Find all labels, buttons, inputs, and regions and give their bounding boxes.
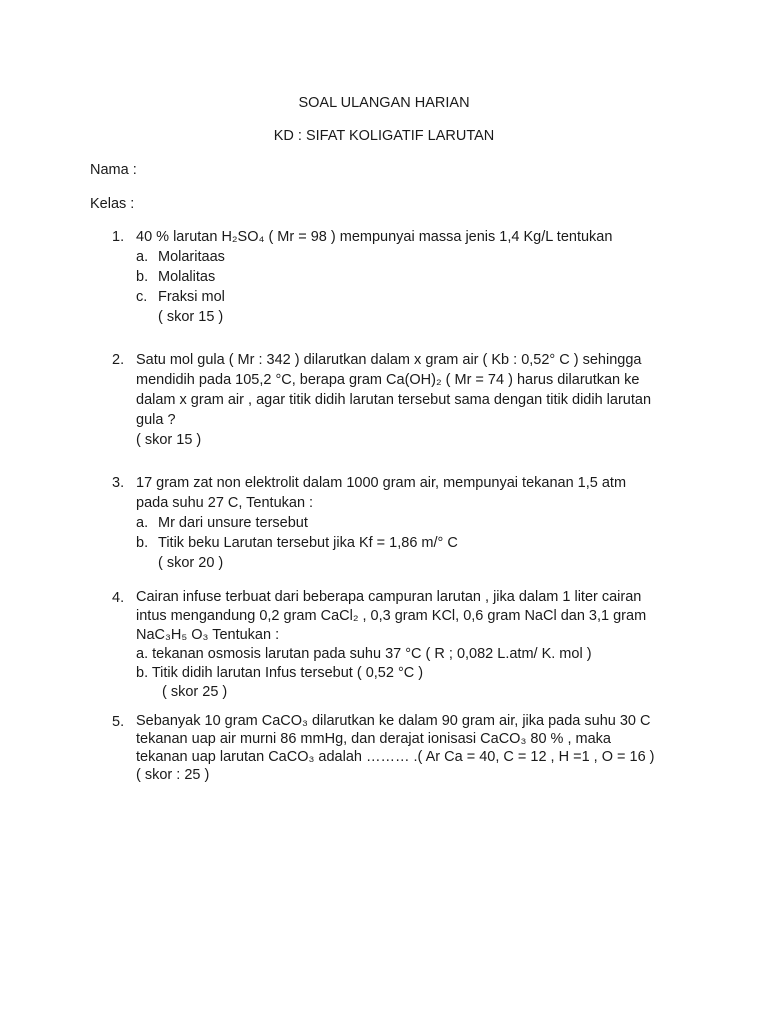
question-line: tekanan uap larutan CaCO₃ adalah ……… .( Ar Ca = 40, C = 12 , H =1 , O = 16 ) <box>136 749 655 765</box>
question-line: pada suhu 27 C, Tentukan : <box>136 495 314 511</box>
score-label: ( skor 20 ) <box>158 555 224 571</box>
question-number: 5. <box>112 714 125 730</box>
question-line: tekanan uap air murni 86 mmHg, dan derajat ionisasi CaCO₃ 80 % , maka <box>136 731 611 747</box>
kd-subtitle: KD : SIFAT KOLIGATIF LARUTAN <box>273 128 495 144</box>
question-number: 3. <box>112 475 125 491</box>
sub-item: a. Molaritaas <box>136 249 225 265</box>
question-line: intus mengandung 0,2 gram CaCl₂ , 0,3 gram KCl, 0,6 gram NaCl dan 3,1 gram <box>136 608 647 624</box>
question-line: Cairan infuse terbuat dari beberapa campuran larutan , jika dalam 1 liter cairan <box>136 589 642 605</box>
question-line: a. tekanan osmosis larutan pada suhu 37 °C ( R ; 0,082 L.atm/ K. mol ) <box>136 646 592 662</box>
score-label: ( skor 15 ) <box>158 309 224 325</box>
question-number: 2. <box>112 352 125 368</box>
question-number: 4. <box>112 590 125 606</box>
score-label: ( skor 15 ) <box>136 432 202 448</box>
question-number: 1. <box>112 229 125 245</box>
question-line: mendidih pada 105,2 °C, berapa gram Ca(OH)₂ ( Mr = 74 ) harus dilarutkan ke <box>136 372 640 388</box>
question-line: NaC₃H₅ O₃ Tentukan : <box>136 627 280 643</box>
question-line: Satu mol gula ( Mr : 342 ) dilarutkan dalam x gram air ( Kb : 0,52° C ) sehingga <box>136 352 642 368</box>
question-5 <box>112 712 678 784</box>
score-label: ( skor 25 ) <box>162 684 228 700</box>
sub-item: b. Molalitas <box>136 269 216 285</box>
question-4 <box>112 588 678 702</box>
question-line: Sebanyak 10 gram CaCO₃ dilarutkan ke dalam 90 gram air, jika pada suhu 30 C <box>136 713 651 729</box>
question-line: 17 gram zat non elektrolit dalam 1000 gram air, mempunyai tekanan 1,5 atm <box>136 475 627 491</box>
sub-item: b. Titik beku Larutan tersebut jika Kf = 1,86 m/° C <box>136 535 458 551</box>
question-1 <box>112 227 678 327</box>
kelas-field: Kelas : <box>90 196 135 212</box>
question-2 <box>112 350 678 450</box>
question-text: 40 % larutan H₂SO₄ ( Mr = 98 ) mempunyai massa jenis 1,4 Kg/L tentukan <box>136 229 613 245</box>
page-title: SOAL ULANGAN HARIAN <box>298 95 470 111</box>
sub-item: c. Fraksi mol <box>136 289 225 305</box>
question-line: b. Titik didih larutan Infus tersebut ( 0,52 °C ) <box>136 665 424 681</box>
question-line: gula ? <box>136 412 176 428</box>
question-line: dalam x gram air , agar titik didih larutan tersebut sama dengan titik didih larutan <box>136 392 652 408</box>
question-3 <box>112 473 678 573</box>
sub-item: a. Mr dari unsure tersebut <box>136 515 308 531</box>
score-label: ( skor : 25 ) <box>136 767 210 783</box>
nama-field: Nama : <box>90 162 137 178</box>
